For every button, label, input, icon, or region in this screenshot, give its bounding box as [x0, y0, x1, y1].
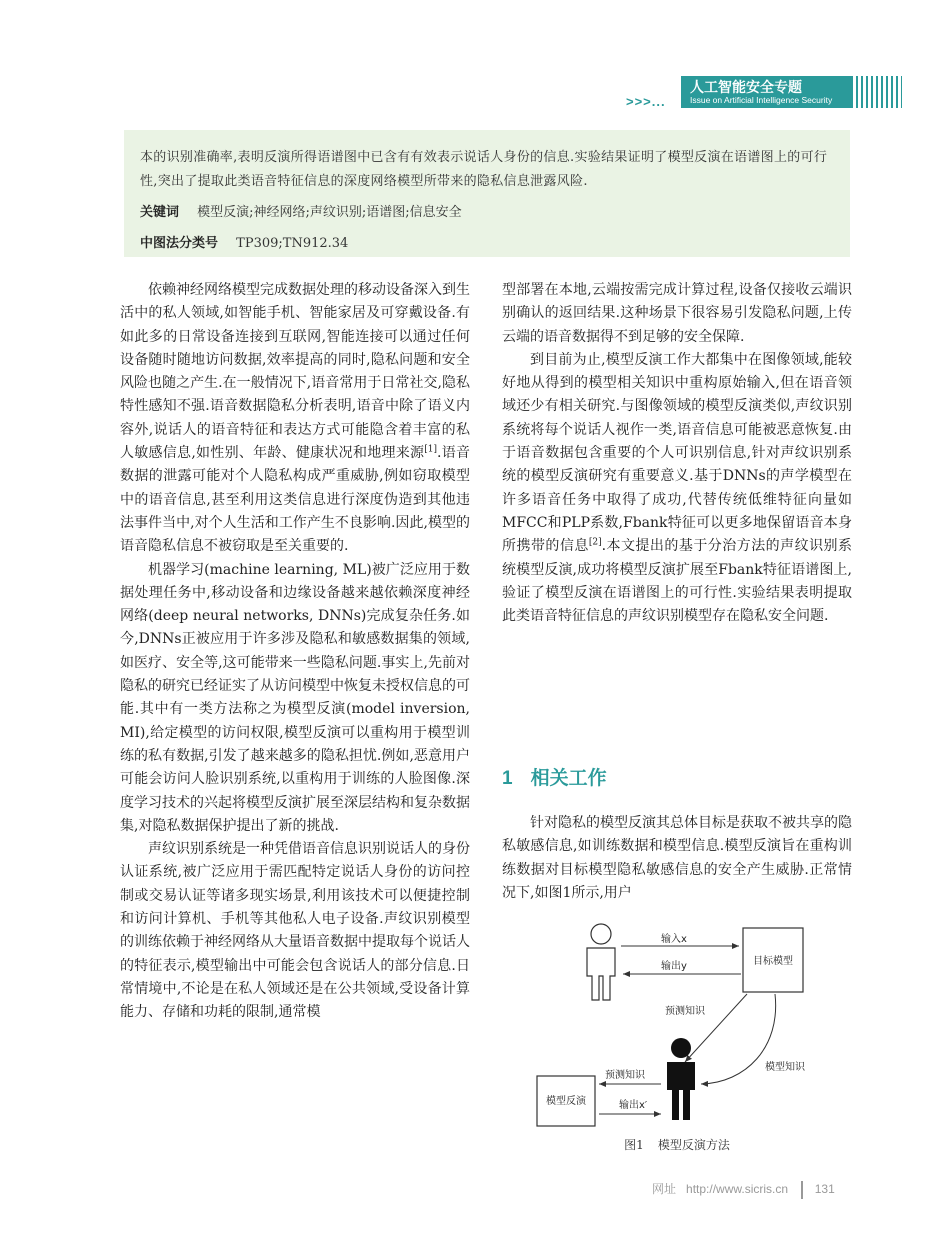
section-title: 相关工作	[530, 768, 607, 789]
journal-banner	[681, 76, 853, 108]
right-column-continued	[502, 812, 852, 905]
abstract-box	[124, 130, 850, 257]
right-column	[502, 279, 852, 628]
banner-stripes	[856, 76, 902, 108]
classification-value: TP309;TN912.34	[236, 236, 349, 251]
prediction-knowledge-arrow	[685, 994, 747, 1062]
model-knowledge-label: 模型知识	[765, 1062, 805, 1073]
input-label: 输入x	[661, 934, 687, 945]
page-number: 131	[814, 1182, 835, 1196]
footer	[652, 1180, 835, 1199]
paragraph: 声纹识别系统是一种凭借语音信息识别说话人的身份认证系统,被广泛应用于需匹配特定说话人身份的访问控制或交易认证等诸多现实场景,利用该技术可以便捷控制和访问计算机、手机等其他私人电子设备.声纹识别模型的训练依赖于神经网络从大量语音数据中提取每个说话人的特征表示,模型输出中可能会包含说话人的部分信息.日常情境中,不论是在私人领域还是在公共领域,受设备计算能力、存储和功耗的限制,通常模	[120, 841, 470, 1021]
target-model-label: 目标模型	[753, 956, 793, 967]
footer-url[interactable]: http://www.sicris.cn	[686, 1182, 789, 1196]
paragraph-text: .语音数据的泄露可能对个人隐私构成严重威胁,例如窃取模型中的语音信息,甚至利用这类信息进行深度伪造到其他违法事件当中,对个人生活和工作产生不良影响.因此,模型的语音隐私信息不被窃取是至关重要的.	[120, 445, 470, 555]
paragraph	[502, 349, 852, 629]
paragraph: 针对隐私的模型反演其总体目标是获取不被共享的隐私敏感信息,如训练数据和模型信息.模型反演旨在重构训练数据对目标模型隐私敏感信息的安全产生威胁.正常情况下,如图1所示,用户	[502, 815, 852, 901]
paragraph-text: .本文提出的基于分治方法的声纹识别系统模型反演,成功将模型反演扩展至Fbank特征语谱图上,验证了模型反演在语谱图上的可行性.实验结果表明提取此类语音特征信息的声纹识别模型存在隐私安全问题.	[502, 538, 853, 625]
section-number: 1	[502, 768, 513, 789]
inversion-model-label: 模型反演	[546, 1096, 586, 1107]
keywords-line	[140, 200, 834, 225]
banner-title-cn: 人工智能安全专题	[690, 79, 802, 95]
classification-label: 中图法分类号	[140, 235, 219, 250]
user-icon	[587, 924, 615, 1000]
section-heading	[502, 763, 607, 790]
caption-number: 图1	[624, 1138, 644, 1152]
citation-ref[interactable]: [2]	[588, 537, 602, 548]
prediction-knowledge-label: 预测知识	[665, 1006, 705, 1017]
banner-title-en: Issue on Artificial Intelligence Security	[690, 95, 833, 105]
output-label: 输出y	[661, 961, 687, 972]
prediction-knowledge-label-left: 预测知识	[605, 1070, 645, 1081]
paragraph-text: 到目前为止,模型反演工作大都集中在图像领域,能较好地从得到的模型相关知识中重构原始输入,但在语音领域还少有相关研究.与图像领域的模型反演类似,声纹识别系统将每个说话人视作一类,语音信息可能被恶意恢复.由于语音数据包含重要的个人可识别信息,针对声纹识别系统的模型反演研究有重要意义.基于DNNs的声学模型在许多语音任务中取得了成功,代替传统低维特征向量如MFCC和PLP系数,Fbank特征可以更多地保留语音本身所携带的信息	[502, 351, 852, 555]
citation-ref[interactable]: [1]	[424, 444, 438, 455]
paragraph-text: 依赖神经网络模型完成数据处理的移动设备深入到生活中的私人领域,如智能手机、智能家居及可穿戴设备.有如此多的日常设备连接到互联网,智能连接可以通过任何设备随时随地访问数据,效率提高的同时,隐私问题和安全风险也随之产生.在一般情况下,语音常用于日常社交,隐私特性感知不强.语音数据隐私分析表明,语音中除了语义内容外,说话人的语音特征和表达方式可能隐含着丰富的私人敏感信息,如性别、年龄、健康状况和地理来源	[120, 282, 470, 462]
keywords-label: 关键词	[140, 204, 180, 219]
paragraph	[120, 279, 470, 559]
left-column	[120, 279, 470, 1025]
output-xprime-label: 输出x′	[619, 1100, 648, 1111]
footer-divider	[801, 1181, 803, 1199]
header-arrows: >>>...	[626, 94, 666, 109]
abstract-text: 本的识别准确率,表明反演所得语谱图中已含有有效表示说话人身份的信息.实验结果证明了模型反演在语谱图上的可行性,突出了提取此类语音特征信息的深度网络模型所带来的隐私信息泄露风险.	[140, 150, 828, 189]
footer-url-label: 网址	[652, 1182, 677, 1196]
classification-line	[140, 231, 834, 256]
attacker-icon	[667, 1038, 695, 1120]
keywords-value: 模型反演;神经网络;声纹识别;语谱图;信息安全	[197, 205, 462, 220]
caption-text: 模型反演方法	[657, 1138, 730, 1152]
paragraph: 型部署在本地,云端按需完成计算过程,设备仅接收云端识别确认的返回结果.这种场景下很容易引发隐私问题,上传云端的语音数据得不到足够的安全保障.	[502, 282, 852, 345]
figure-caption	[502, 1136, 852, 1153]
figure-model-inversion	[525, 918, 845, 1133]
paragraph: 机器学习(machine learning, ML)被广泛应用于数据处理任务中,移动设备和边缘设备越来越依赖深度神经网络(deep neural networks, DNNs)完成复杂任务.如今,DNNs正被应用于许多涉及隐私和敏感数据集的领域,如医疗、安全等,这可能带来一些隐私问题.事实上,先前对隐私的研究已经证实了从访问模型中恢复未授权信息的可能.其中有一类方法称之为模型反演(model inversion, MI),给定模型的访问权限,模型反演可以重构用于模型训练的私有数据,引发了越来越多的隐私担忧.例如,恶意用户可能会访问人脸识别系统,以重构用于训练的人脸图像.深度学习技术的兴起将模型反演扩展至深层结构和复杂数据集,对隐私数据保护提出了新的挑战.	[120, 561, 470, 834]
